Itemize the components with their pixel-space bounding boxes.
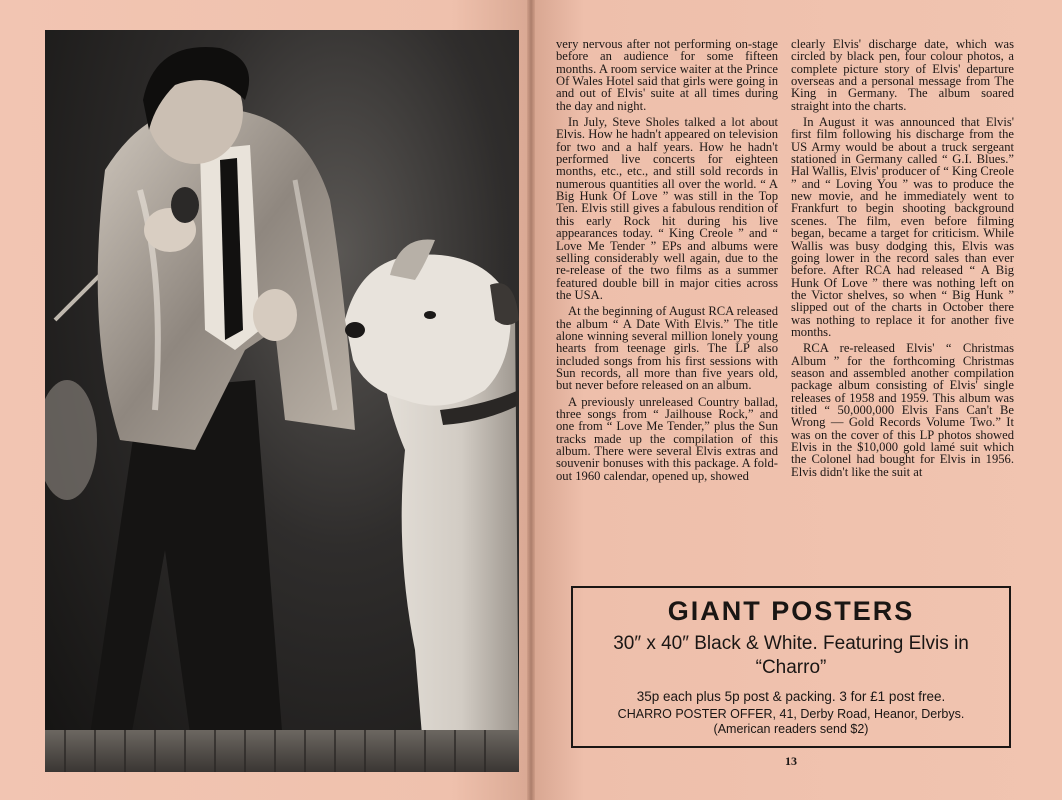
article-column-2 bbox=[791, 38, 1014, 586]
dog-head bbox=[345, 255, 511, 406]
page-gutter bbox=[527, 0, 535, 800]
background-figure bbox=[45, 380, 97, 500]
ad-subject: “Charro” bbox=[755, 657, 827, 678]
ad-description: 30″ x 40″ Black & White. Featuring Elvis in bbox=[613, 633, 969, 654]
ad-address: CHARRO POSTER OFFER, 41, Derby Road, Heanor, Derbys. bbox=[617, 707, 965, 721]
article-paragraph: In August it was announced that Elvis' first film following his discharge from the US Army would be about a truck sergeant stationed in Germany called “ G.I. Blues.” Hal Wallis, Elvis' producer of “ King Creole ” and “ Loving You ” was to produce the new movie, and he immediately went to Frankfurt to begin shooting background scenes. The film, even before filming began, became a target for criticism. While Wallis was busy dodging this, Elvis was going lower in the record sales than ever before. After RCA had released “ A Big Hunk Of Love ” there was nothing left on the Victor shelves, so when “ Big Hunk ” slipped out of the charts in October there was nothing to replace it for another five months. bbox=[791, 115, 1014, 339]
article-paragraph: At the beginning of August RCA released the album “ A Date With Elvis.” The title alone winning several million lonely young hearts from teenage girls. The LP also included songs from his first sessions with Sun records, all more than five years old, but never before released on an album. bbox=[556, 304, 778, 393]
article-paragraph: RCA re-released Elvis' “ Christmas Album ” for the forthcoming Christmas season and assembled another compilation package album consisting of Elvis' single releases of 1958 and 1959. This album was titled “ 50,000,000 Elvis Fans Can't Be Wrong — Gold Records Volume Two.” It was on the cover of this LP photos showed Elvis in the $10,000 gold lamé suit which the Colonel had bought for Elvis in 1956. Elvis didn't like the suit at bbox=[791, 341, 1014, 479]
photograph bbox=[45, 30, 519, 772]
article-paragraph: very nervous after not performing on-stage before an audience for some fifteen months. A room service waiter at the Prince Of Wales Hotel said that girls were going in and out of Elvis' suite at all times during the day and night. bbox=[556, 38, 778, 113]
article-paragraph: In July, Steve Sholes talked a lot about Elvis. How he hadn't appeared on television for two and a half years. How he hadn't performed live concerts for eighteen months, etc., etc., and still sold records in numerous quantities all over the world. “ A Big Hunk Of Love ” was still in the Top Ten. Elvis still gives a fabulous rendition of this early Rock hit during his live appearances today. “ King Creole ” and “ Love Me Tender ” EPs and albums were selling considerably well again, due to the re-release of the two films as a summer featured double bill in major cities across the USA. bbox=[556, 115, 778, 302]
article-paragraph: clearly Elvis' discharge date, which was circled by black pen, four colour photos, a complete picture story of Elvis' departure overseas and a personal message from The King in Germany. The album soared straight into the charts. bbox=[791, 38, 1014, 113]
ad-price: 35p each plus 5p post & packing. 3 for £1 post free. bbox=[636, 689, 946, 704]
article-column-1 bbox=[556, 38, 778, 586]
ad-title: GIANT POSTERS bbox=[667, 596, 915, 626]
poster-advertisement bbox=[571, 586, 1011, 748]
article-paragraph: A previously unreleased Country ballad, three songs from “ Jailhouse Rock,” and one from “ Love Me Tender,” plus the Sun tracks made up the compilation of this album. There were several Elvis extras and souvenir bonuses with this package. A fold-out 1960 calendar, opened up, showed bbox=[556, 394, 778, 483]
ad-note: (American readers send $2) bbox=[713, 722, 869, 736]
microphone bbox=[171, 187, 199, 223]
page-number: 13 bbox=[785, 754, 797, 768]
stage-edge bbox=[45, 730, 519, 772]
